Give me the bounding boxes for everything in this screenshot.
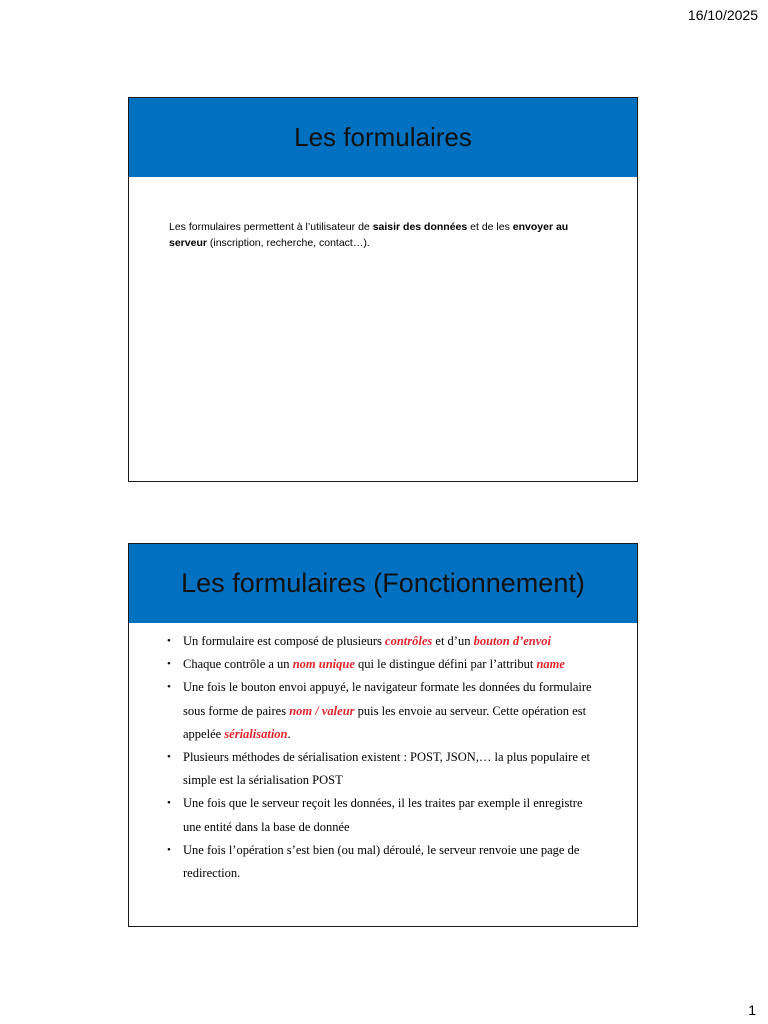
text-segment: Un formulaire est composé de plusieurs xyxy=(183,634,386,648)
text-segment: Les formulaires permettent à l’utilisateur de xyxy=(169,221,373,233)
bullet-icon: • xyxy=(167,843,171,856)
text-segment: Une fois l’opération s’est bien (ou mal) déroulé, le serveur renvoie une page de redirection. xyxy=(183,842,580,881)
bullet-list xyxy=(167,630,597,885)
highlighted-term: nom / valeur xyxy=(289,703,355,718)
list-item xyxy=(167,792,597,838)
text-segment: et d’un xyxy=(432,634,474,648)
bullet-icon: • xyxy=(167,797,171,810)
slide-title-bar xyxy=(129,544,637,623)
print-date: 16/10/2025 xyxy=(687,7,758,23)
bullet-icon: • xyxy=(167,751,171,764)
bold-text: saisir des données xyxy=(372,221,468,233)
slide-thumbnail-1 xyxy=(128,97,638,482)
text-segment: puis les envoie au serveur. Cette opération est appelée xyxy=(183,703,587,741)
list-item xyxy=(167,676,597,746)
highlighted-term: nom unique xyxy=(292,657,355,672)
slide-body-text xyxy=(169,219,609,251)
list-item xyxy=(167,653,597,676)
bullet-icon: • xyxy=(167,681,171,694)
text-segment: (inscription, recherche, contact…). xyxy=(206,237,370,249)
text-segment: et de les xyxy=(467,221,513,233)
text-segment: Une fois le bouton envoi appuyé, le navigateur formate les données du formulaire sous forme de paires xyxy=(183,680,592,718)
slide-thumbnail-2 xyxy=(128,543,638,927)
bullet-icon: • xyxy=(167,658,171,671)
highlighted-term: name xyxy=(536,657,565,672)
text-segment: qui le distingue défini par l’attribut xyxy=(354,657,537,672)
page-number: 1 xyxy=(748,1002,756,1018)
list-item xyxy=(167,746,597,792)
text-segment: . xyxy=(287,726,291,741)
slide-title-bar xyxy=(129,98,637,177)
bold-text: envoyer au serveur xyxy=(169,221,569,249)
slide-title: Les formulaires xyxy=(294,122,472,152)
bullet-icon: • xyxy=(167,635,171,647)
slide-title: Les formulaires (Fonctionnement) xyxy=(181,568,585,598)
text-segment: Chaque contrôle a un xyxy=(183,657,293,672)
highlighted-term: contrôles xyxy=(385,634,433,648)
list-item xyxy=(167,839,597,885)
text-segment: Une fois que le serveur reçoit les données, il les traites par exemple il enregistre une entité dans la base de donnée xyxy=(183,796,583,834)
text-segment: Plusieurs méthodes de sérialisation existent : POST, JSON,… la plus populaire et simple est la sérialisation POST xyxy=(183,750,591,788)
highlighted-term: sérialisation xyxy=(224,726,288,741)
list-item xyxy=(167,630,597,653)
highlighted-term: bouton d’envoi xyxy=(473,634,552,648)
